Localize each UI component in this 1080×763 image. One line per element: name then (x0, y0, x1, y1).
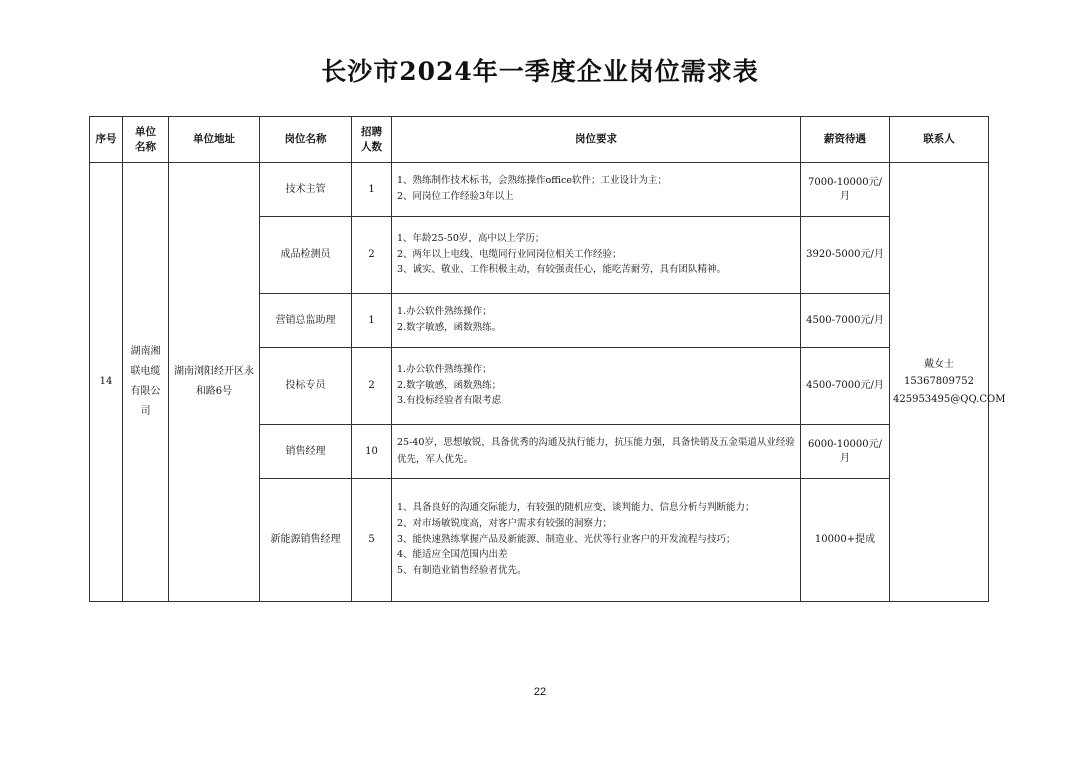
header-requirements: 岗位要求 (392, 117, 801, 163)
position-count: 1 (352, 163, 392, 217)
requirement-line: 2.数字敏感，函数熟练； (397, 379, 502, 391)
position-requirements (392, 425, 801, 479)
contact-name: 戴女士 (924, 358, 954, 370)
position-requirements (392, 163, 801, 217)
requirement-line: 1、具备良好的沟通交际能力，有较强的随机应变、谈判能力、信息分析与判断能力； (397, 501, 755, 513)
position-salary: 4500-7000元/月 (801, 348, 890, 425)
position-count: 2 (352, 217, 392, 294)
position-count: 10 (352, 425, 392, 479)
position-salary: 3920-5000元/月 (801, 217, 890, 294)
contact-email: 425953495@QQ.COM (893, 393, 1006, 405)
position-salary: 4500-7000元/月 (801, 294, 890, 348)
contact-cell (890, 163, 1006, 602)
requirement-line: 2、同岗位工作经验3年以上 (397, 191, 514, 202)
position-name: 技术主管 (260, 163, 352, 217)
position-name: 成品检测员 (260, 217, 352, 294)
requirement-line: 25-40岁，思想敏锐，具备优秀的沟通及执行能力，抗压能力强，具备快销及五金渠道从业经验优先，军人优先。 (397, 437, 795, 465)
position-name: 营销总监助理 (260, 294, 352, 348)
company-address: 湖南浏阳经开区永和路6号 (169, 163, 260, 602)
requirement-line: 2、两年以上电线、电缆同行业同岗位相关工作经验； (397, 248, 622, 260)
position-requirements (392, 294, 801, 348)
position-count: 2 (352, 348, 392, 425)
header-position-name: 岗位名称 (260, 117, 352, 163)
requirement-line: 1.办公软件熟练操作； (397, 363, 492, 375)
requirement-line: 1.办公软件熟练操作； (397, 306, 492, 318)
position-requirements (392, 348, 801, 425)
contact-phone: 15367809752 (904, 376, 974, 388)
requirement-line: 1、熟练制作技术标书，会熟练操作office软件；工业设计为主； (397, 175, 667, 187)
page-number: 22 (533, 686, 547, 698)
position-salary: 6000-10000元/月 (801, 425, 890, 479)
header-recruit-count: 招聘 人数 (352, 117, 392, 163)
header-seq: 序号 (90, 117, 123, 163)
job-demand-table (89, 116, 1006, 602)
position-requirements (392, 479, 801, 602)
company-seq: 14 (90, 163, 123, 602)
table-header-row (90, 117, 989, 163)
requirement-line: 1、年龄25-50岁，高中以上学历； (397, 232, 545, 244)
requirement-line: 2.数字敏感，函数熟练。 (397, 322, 502, 333)
table-row (90, 163, 989, 217)
requirement-line: 2、对市场敏锐度高，对客户需求有较强的洞察力； (397, 517, 613, 529)
requirement-line: 3.有投标经验者有限考虑 (397, 395, 502, 407)
position-name: 新能源销售经理 (260, 479, 352, 602)
requirement-line: 3、诚实、敬业、工作积极主动，有较强责任心，能吃苦耐劳，具有团队精神。 (397, 264, 727, 276)
position-name: 销售经理 (260, 425, 352, 479)
requirement-line: 5、有制造业销售经验者优先。 (397, 565, 527, 577)
position-count: 5 (352, 479, 392, 602)
header-contact: 联系人 (890, 117, 989, 163)
header-salary: 薪资待遇 (801, 117, 890, 163)
position-requirements (392, 217, 801, 294)
requirement-line: 4、能适应全国范围内出差 (397, 549, 508, 561)
position-salary: 10000+提成 (801, 479, 890, 602)
position-salary: 7000-10000元/月 (801, 163, 890, 217)
header-unit-name: 单位 名称 (123, 117, 169, 163)
position-count: 1 (352, 294, 392, 348)
header-unit-address: 单位地址 (169, 117, 260, 163)
position-name: 投标专员 (260, 348, 352, 425)
company-name: 湖南湘联电缆有限公司 (123, 163, 169, 602)
requirement-line: 3、能快速熟练掌握产品及新能源、制造业、光伏等行业客户的开发流程与技巧； (397, 533, 736, 545)
page-title: 长沙市2024年一季度企业岗位需求表 (321, 57, 759, 86)
